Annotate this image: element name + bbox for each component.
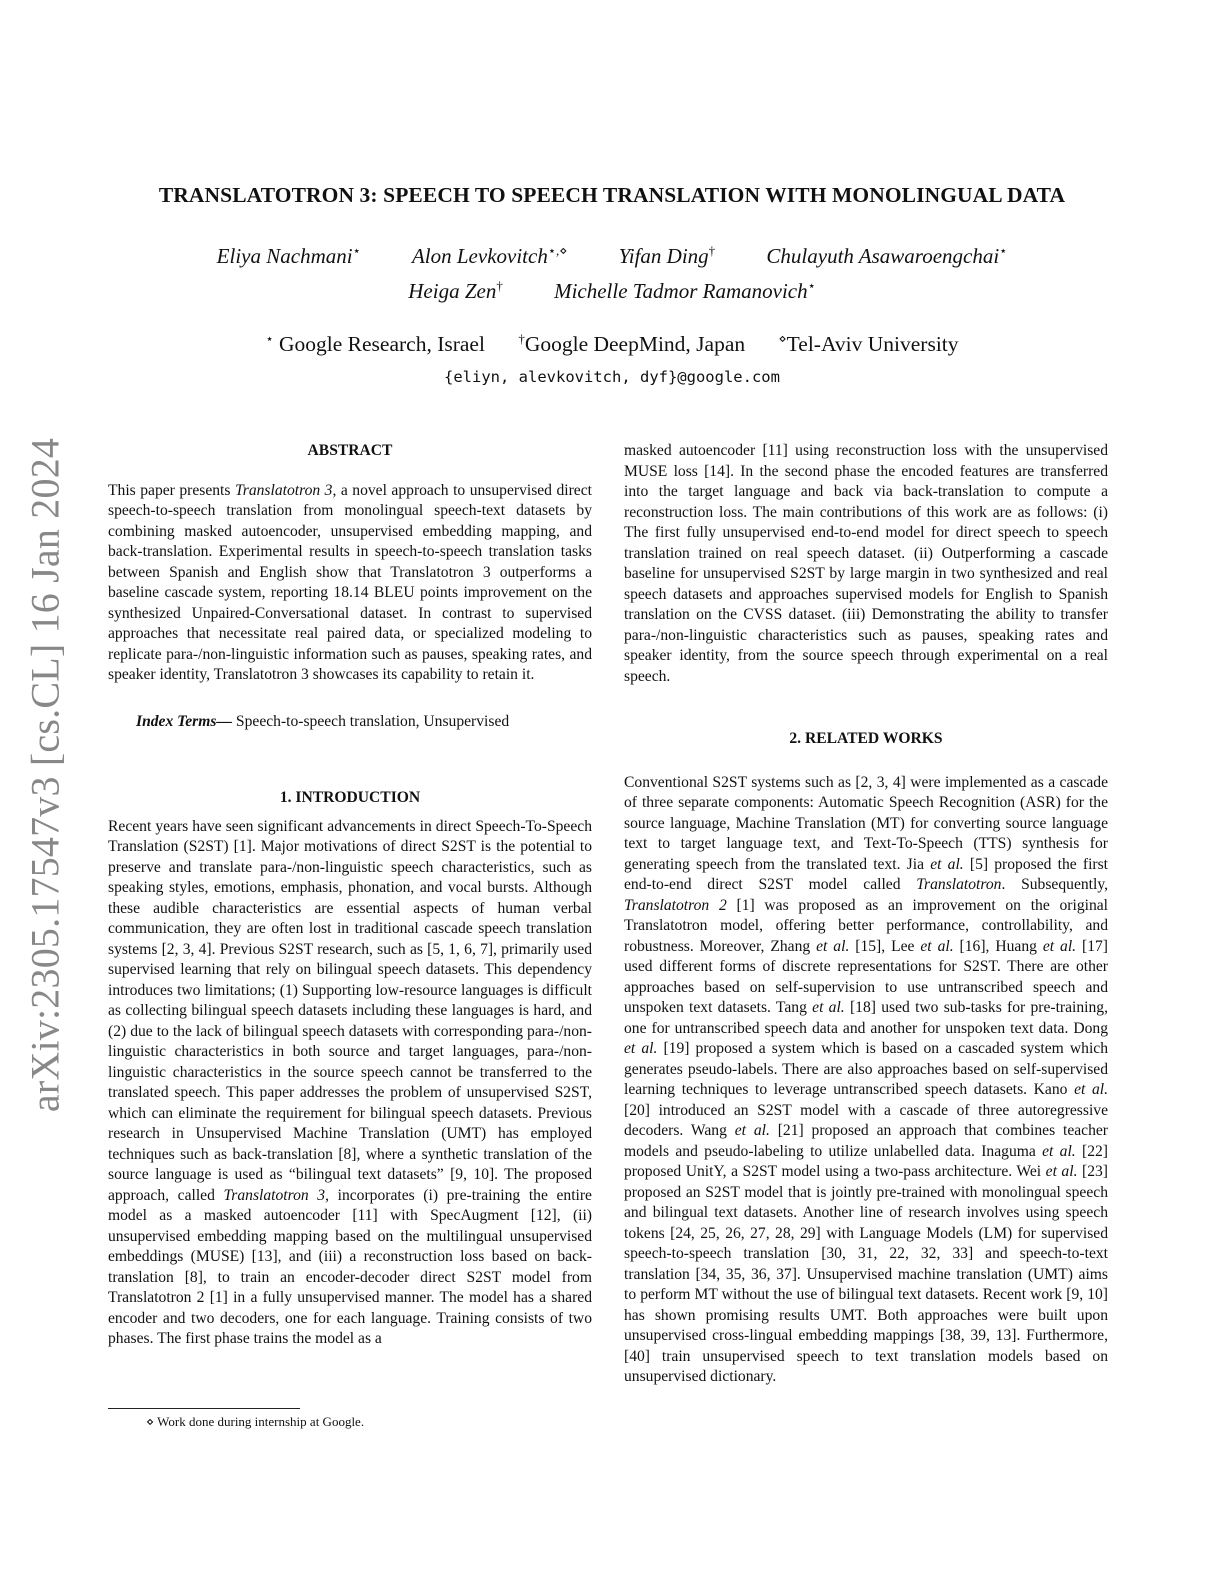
text-run: [22] proposed UnitY, a S2ST model using a two-pass architecture. Wei — [624, 1142, 1108, 1180]
affiliation: ⋄Tel-Aviv University — [778, 331, 959, 357]
text-run: Conventional S2ST systems such as [2, 3, 4] were implemented as a cascade of three separate components: Automatic Speech Recognition (ASR) for the source language, Machine Translation (MT) for converting source language text to target language text, and Text-To-Speech (TTS) synthesis for generating speech from the translated text. Jia — [624, 773, 1108, 873]
text-run: [18] used two sub-tasks for pre-training, one for untranscribed speech data and another for unspoken text data. Dong — [624, 999, 1108, 1037]
italic-run: et al. — [624, 1040, 658, 1057]
related-works-text — [624, 773, 1108, 1388]
affiliation: †Google DeepMind, Japan — [518, 331, 746, 357]
paper-title: TRANSLATOTRON 3: SPEECH TO SPEECH TRANSLATION WITH MONOLINGUAL DATA — [158, 183, 1066, 207]
italic-run: et al. — [812, 999, 845, 1016]
author: Yifan Ding† — [618, 243, 716, 268]
text-run: [23] proposed an S2ST model that is jointly pre-trained with monolingual speech and bilingual text datasets. Another line of research involves using speech tokens [24, 25, 26, 27, 28, 29] with Language Models (LM) for supervised speech-to-speech translation [30, 31, 22, 32, 33] and speech-to-text translation [34, 35, 36, 37]. Unsupervised machine translation (UMT) aims to perform MT without the use of bilingual text datasets. Recent work [9, 10] has shown promising results UMT. Both approaches were built upon unsupervised cross-lingual embedding mappings [38, 39, 13]. Furthermore, [40] train unsupervised speech to text translation models based on unsupervised dictionary. — [624, 1163, 1108, 1385]
author: Eliya Nachmani⋆ — [216, 243, 361, 268]
index-terms-label: Index Terms— — [136, 713, 233, 730]
abstract-section — [108, 441, 592, 686]
author-emails: {eliyn, alevkovitch, dyf}@google.com — [444, 368, 780, 386]
related-works-section — [624, 729, 1108, 1388]
text-run: [1] was proposed as an improvement on the original Translatotron model, offering better performance, controllability, and robustness. Moreover, Zhang — [624, 896, 1109, 955]
arxiv-identifier-text: arXiv:2305.17547v3 [cs.CL] 16 Jan 2024 — [22, 437, 68, 1113]
text-run: [15], Lee — [849, 937, 921, 955]
author: Heiga Zen† — [408, 278, 503, 303]
introduction-text: Recent years have seen significant advancements in direct Speech-To-Speech Translation (S2ST) [1]. Major motivations of direct S2ST is the potential to preserve and translate para-/non-linguistic speech characteristics, such as speaking styles, emotions, emphasis, phonation, and vocal bursts. Although these audible characteristics are essential aspects of human verbal communication, they are often lost in traditional cascade speech translation systems [2, 3, 4]. Previous S2ST research, such as [5, 1, 6, 7], primarily used supervised learning that rely on bilingual speech datasets. This dependency introduces two limitations; (1) Supporting low-resource languages is difficult as collecting bilingual speech datasets including these languages is hard, and (2) due to the lack of bilingual speech datasets with corresponding para-/non-linguistic characteristics in both source and target languages, para-/non-linguistic characteristics in the source speech cannot be transferred to the translated speech. This paper addresses the problem of unsupervised S2ST, which can eliminate the requirement for bilingual speech datasets. Previous research in Unsupervised Machine Translation (UMT) has employed techniques such as back-translation [8], where a synthetic translation of the source language is used as “bilingual text datasets” [9, 10]. The proposed approach, called Translatotron 3, incorporates (i) pre-training the entire model as a masked autoencoder [11] with SpecAugment [12], (ii) unsupervised embedding mapping based on the multilingual unsupervised embeddings (MUSE) [13], and (iii) a reconstruction loss based on back-translation [8], to train an encoder-decoder direct S2ST model from Translatotron 2 [1] in a fully unsupervised manner. The model has a shared encoder and two decoders, one for each language. Training consists of two phases. The first phase trains the model as a — [108, 817, 592, 1347]
author: Alon Levkovitch⋆,⋄ — [411, 243, 568, 268]
italic-run: et al. — [734, 1122, 770, 1139]
related-works-heading: 2. RELATED WORKS — [789, 730, 943, 747]
italic-run: et al. — [920, 937, 954, 955]
text-run: [20] introduced an S2ST model with a cascade of three autoregressive decoders. Wang — [624, 1101, 1108, 1139]
abstract-heading: ABSTRACT — [307, 442, 393, 459]
italic-run: Translatotron 2 — [624, 896, 727, 914]
introduction-continued-text: masked autoencoder [11] using reconstruction loss with the unsupervised MUSE loss [14]. In the second phase the encoded features are transferred into the target language and back via back-translation to compute a reconstruction loss. The main contributions of this work are as follows: (i) The first fully unsupervised end-to-end model for direct speech to speech translation trained on real speech dataset. (ii) Outperforming a cascade baseline for unsupervised S2ST by large margin in two synthesized and real speech datasets and approaches supervised models for English to Spanish translation on the CVSS dataset. (iii) Demonstrating the ability to transfer para-/non-linguistic characteristics such as pauses, speaking rates and speaker identity, from the source speech through experimental on a real speech. — [624, 442, 1108, 685]
text-run: [17] used different forms of discrete representations for S2ST. There are other approaches based on self-supervision to use untranscribed speech and unspoken text datasets. Tang — [624, 937, 1108, 1016]
introduction-heading: 1. INTRODUCTION — [279, 789, 421, 806]
introduction-section — [108, 788, 592, 1350]
text-run: [21] proposed an approach that combines teacher models and pseudo-labeling to utilize unlabelled data. Inaguma — [624, 1122, 1108, 1160]
introduction-continued — [624, 441, 1108, 687]
author: Chulayuth Asawaroengchai⋆ — [766, 243, 1008, 268]
italic-run: et al. — [1042, 937, 1077, 955]
arxiv-identifier-stamp — [20, 430, 70, 1120]
italic-run: Translatotron — [916, 876, 1002, 893]
italic-run: et al. — [1074, 1081, 1108, 1098]
italic-run: et al. — [816, 937, 850, 955]
text-run: [5] proposed the first end-to-end direct S2ST model called — [624, 855, 1108, 893]
italic-run: et al. — [930, 855, 964, 873]
author: Michelle Tadmor Ramanovich⋆ — [554, 278, 816, 303]
index-terms: Index Terms— Speech-to-speech translation, Unsupervised — [136, 713, 510, 730]
author-row-1 — [0, 243, 1224, 269]
footnote: ⋄ Work done during internship at Google. — [146, 1414, 365, 1429]
affiliations — [0, 331, 1224, 357]
abstract-text: This paper presents Translatotron 3, a novel approach to unsupervised direct speech-to-speech translation from monolingual speech-text datasets by combining masked autoencoder, unsupervised embedding mapping, and back-translation. Experimental results in speech-to-speech translation tasks between Spanish and English show that Translatotron 3 outperforms a baseline cascade system, reporting 18.14 BLEU points improvement on the synthesized Unpaired-Conversational dataset. In contrast to supervised approaches that necessitate real paired data, or specialized modeling to replicate para-/non-linguistic information such as pauses, speaking rates, and speaker identity, Translatotron 3 showcases its capability to retain it. — [108, 481, 592, 683]
text-run: [19] proposed a system which is based on a cascaded system which generates pseudo-labels. There are also approaches based on self-supervised learning techniques to leverage untranscribed speech datasets. Kano — [624, 1040, 1108, 1098]
footnote-rule — [108, 1408, 300, 1409]
affiliation: ⋆ Google Research, Israel — [265, 331, 485, 357]
italic-run: et al. — [1045, 1163, 1078, 1180]
text-run: . Subsequently, — [1001, 876, 1109, 893]
text-run: [16], Huang — [953, 937, 1043, 955]
italic-run: et al. — [1042, 1142, 1076, 1160]
author-row-2 — [0, 278, 1224, 304]
